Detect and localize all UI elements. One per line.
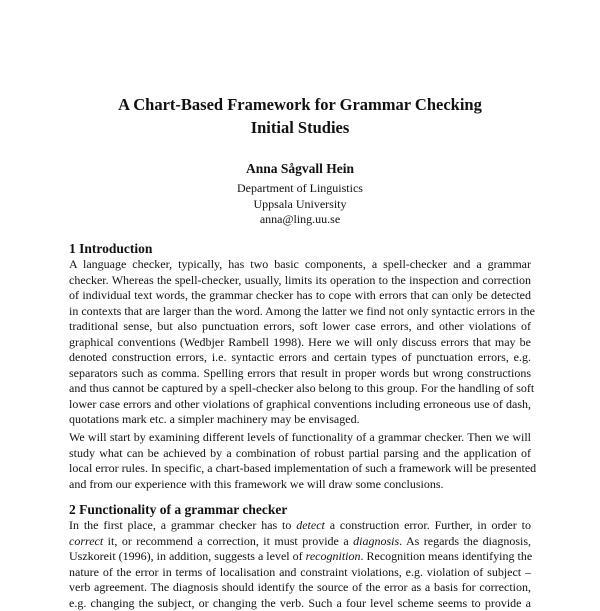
author-university: Uppsala University [253,196,347,211]
text-line: lower case errors and other violations of graphical conventions including erroneous use of dash, [69,396,531,411]
intro-paragraph-2 [69,430,537,492]
text-line: We will start by examining different levels of functionality of a grammar checker. Then we will [69,430,531,444]
emphasis-correct: correct [69,533,104,548]
text-line: e.g. changing the subject, or changing the verb. Such a four level scheme seems to provide a [69,595,531,610]
author-email: anna@ling.uu.se [259,212,341,226]
title-line-2: Initial Studies [250,118,350,137]
author-name: Anna Sågvall Hein [245,161,355,176]
text-line: checker. Whereas the spell-checker, usually, limits its operation to the inspection and correction [69,272,531,287]
text-line: graphical conventions (Wedbjer Rambell 1998). Here we will only discuss errors that may be [69,334,531,349]
intro-paragraph-1 [69,257,535,428]
emphasis-recognition: recognition [305,549,361,564]
text-line: traditional sense, but also punctuation errors, soft lower case errors, and other violations of [69,319,531,334]
text-line: and thus cannot be captured by a spell-checker also belong to this group. For the handling of soft [69,381,535,396]
section-heading-introduction: 1 Introduction [69,241,153,256]
text-line: of individual text words, the grammar checker has to cope with errors that can only be detected [69,288,531,303]
text-line: local error rules. In specific, a chart-based implementation of such a framework will be presented [69,461,537,476]
text-line: in contexts that are larger than the word. Among the latter we find not only syntactic errors in the [69,303,535,318]
text-line: A language checker, typically, has two basic components, a spell-checker and a grammar [69,257,531,271]
author-block [0,159,600,228]
text-line: Uszkoreit (1996), in addition, suggests a level of recognition. Recognition means identifying the [69,549,533,564]
paper-title [0,93,600,139]
text-line: nature of the error in terms of localisation and constraint violations, e.g. violation of subject – [69,564,531,579]
text-line: In the first place, a grammar checker has to detect a construction error. Further, in order to [69,518,531,532]
text-line: correct it, or recommend a correction, it must provide a diagnosis. As regards the diagnosis, [69,533,532,548]
functionality-paragraph-1 [69,518,531,611]
text-line: separators such as comma. Spelling errors that result in proper words but wrong constructions [69,365,531,380]
section-heading-functionality: 2 Functionality of a grammar checker [69,502,288,517]
text-line: denoted construction errors, i.e. syntactic errors and certain types of punctuation errors, e.g. [69,350,531,365]
text-line: and from our experience with this framework we will draw some conclusions. [69,476,444,491]
text-line: verb agreement. The diagnosis should identify the source of the error as a basis for correction, [69,580,531,595]
emphasis-diagnosis: diagnosis [353,533,400,548]
text-line: study what can be achieved by a combination of robust partial parsing and the application of [69,445,531,460]
emphasis-detect: detect [296,518,325,532]
author-department: Department of Linguistics [237,181,363,195]
title-line-1: A Chart-Based Framework for Grammar Checking [118,95,482,114]
text-line: quotations mark etc. a simpler machinery may be envisaged. [69,412,360,427]
